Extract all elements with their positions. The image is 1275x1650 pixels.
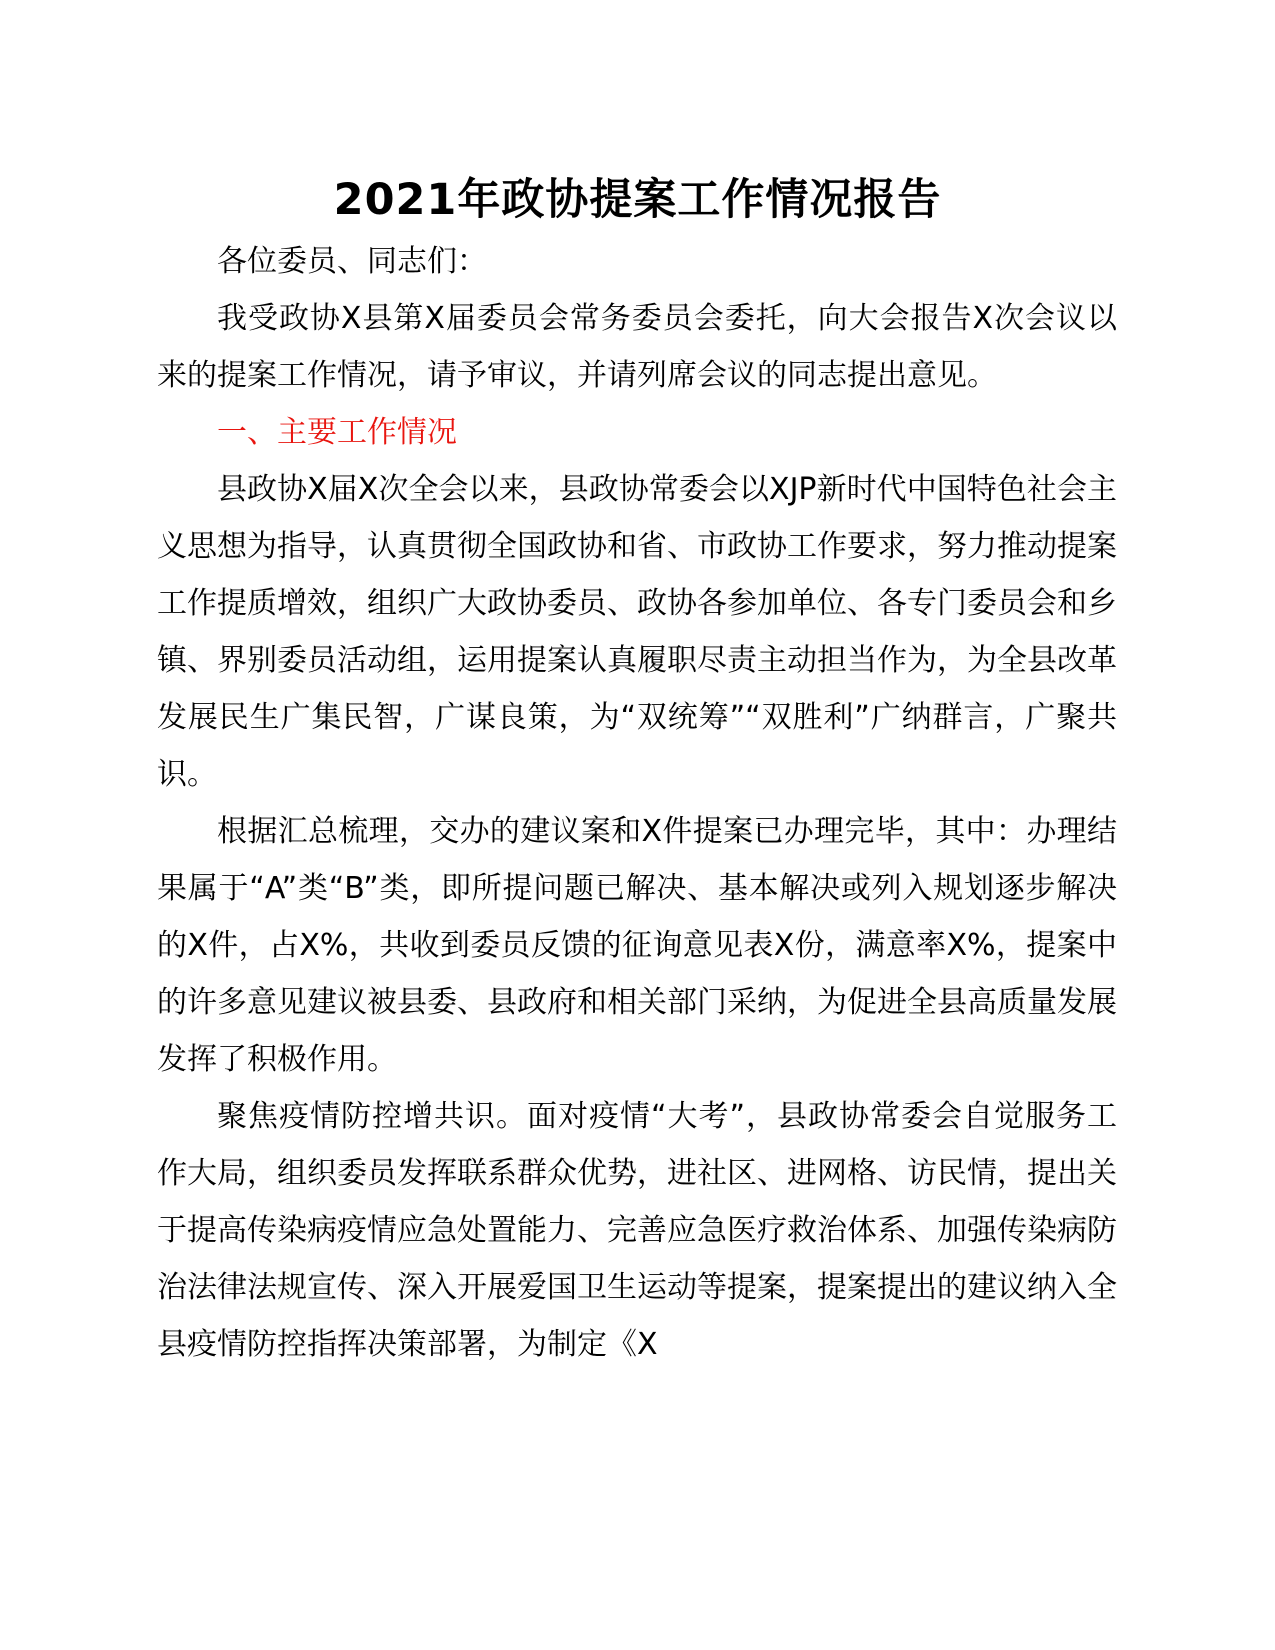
body-paragraph: 聚焦疫情防控增共识。面对疫情“大考”，县政协常委会自觉服务工作大局，组织委员发挥联系群众优势，进社区、进网格、访民情，提出关于提高传染病疫情应急处置能力、完善应急医疗救治体系、加强传染病防治法律法规宣传、深入开展爱国卫生运动等提案，提案提出的建议纳入全县疫情防控指挥决策部署，为制定《X (157, 1099, 1117, 1362)
salutation-paragraph: 各位委员、同志们： (217, 244, 487, 279)
body-paragraph: 根据汇总梳理，交办的建议案和X件提案已办理完毕，其中：办理结果属于“A”类“B”类，即所提问题已解决、基本解决或列入规划逐步解决的X件，占X%，共收到委员反馈的征询意见表X份，满意率X%，提案中的许多意见建议被县委、县政府和相关部门采纳，为促进全县高质量发展发挥了积极作用。 (157, 814, 1117, 1077)
document-title: 2021年政协提案工作情况报告 (333, 175, 942, 225)
section-heading: 一、主要工作情况 (217, 415, 457, 450)
body-paragraph: 县政协X届X次全会以来，县政协常委会以XJP新时代中国特色社会主义思想为指导，认真贯彻全国政协和省、市政协工作要求，努力推动提案工作提质增效，组织广大政协委员、政协各参加单位、各专门委员会和乡镇、界别委员活动组，运用提案认真履职尽责主动担当作为，为全县改革发展民生广集民智，广谋良策，为“双统筹”“双胜利”广纳群言，广聚共识。 (157, 472, 1117, 792)
document-body (157, 233, 1117, 1373)
intro-paragraph: 我受政协X县第X届委员会常务委员会委托，向大会报告X次会议以来的提案工作情况，请予审议，并请列席会议的同志提出意见。 (157, 301, 1117, 393)
